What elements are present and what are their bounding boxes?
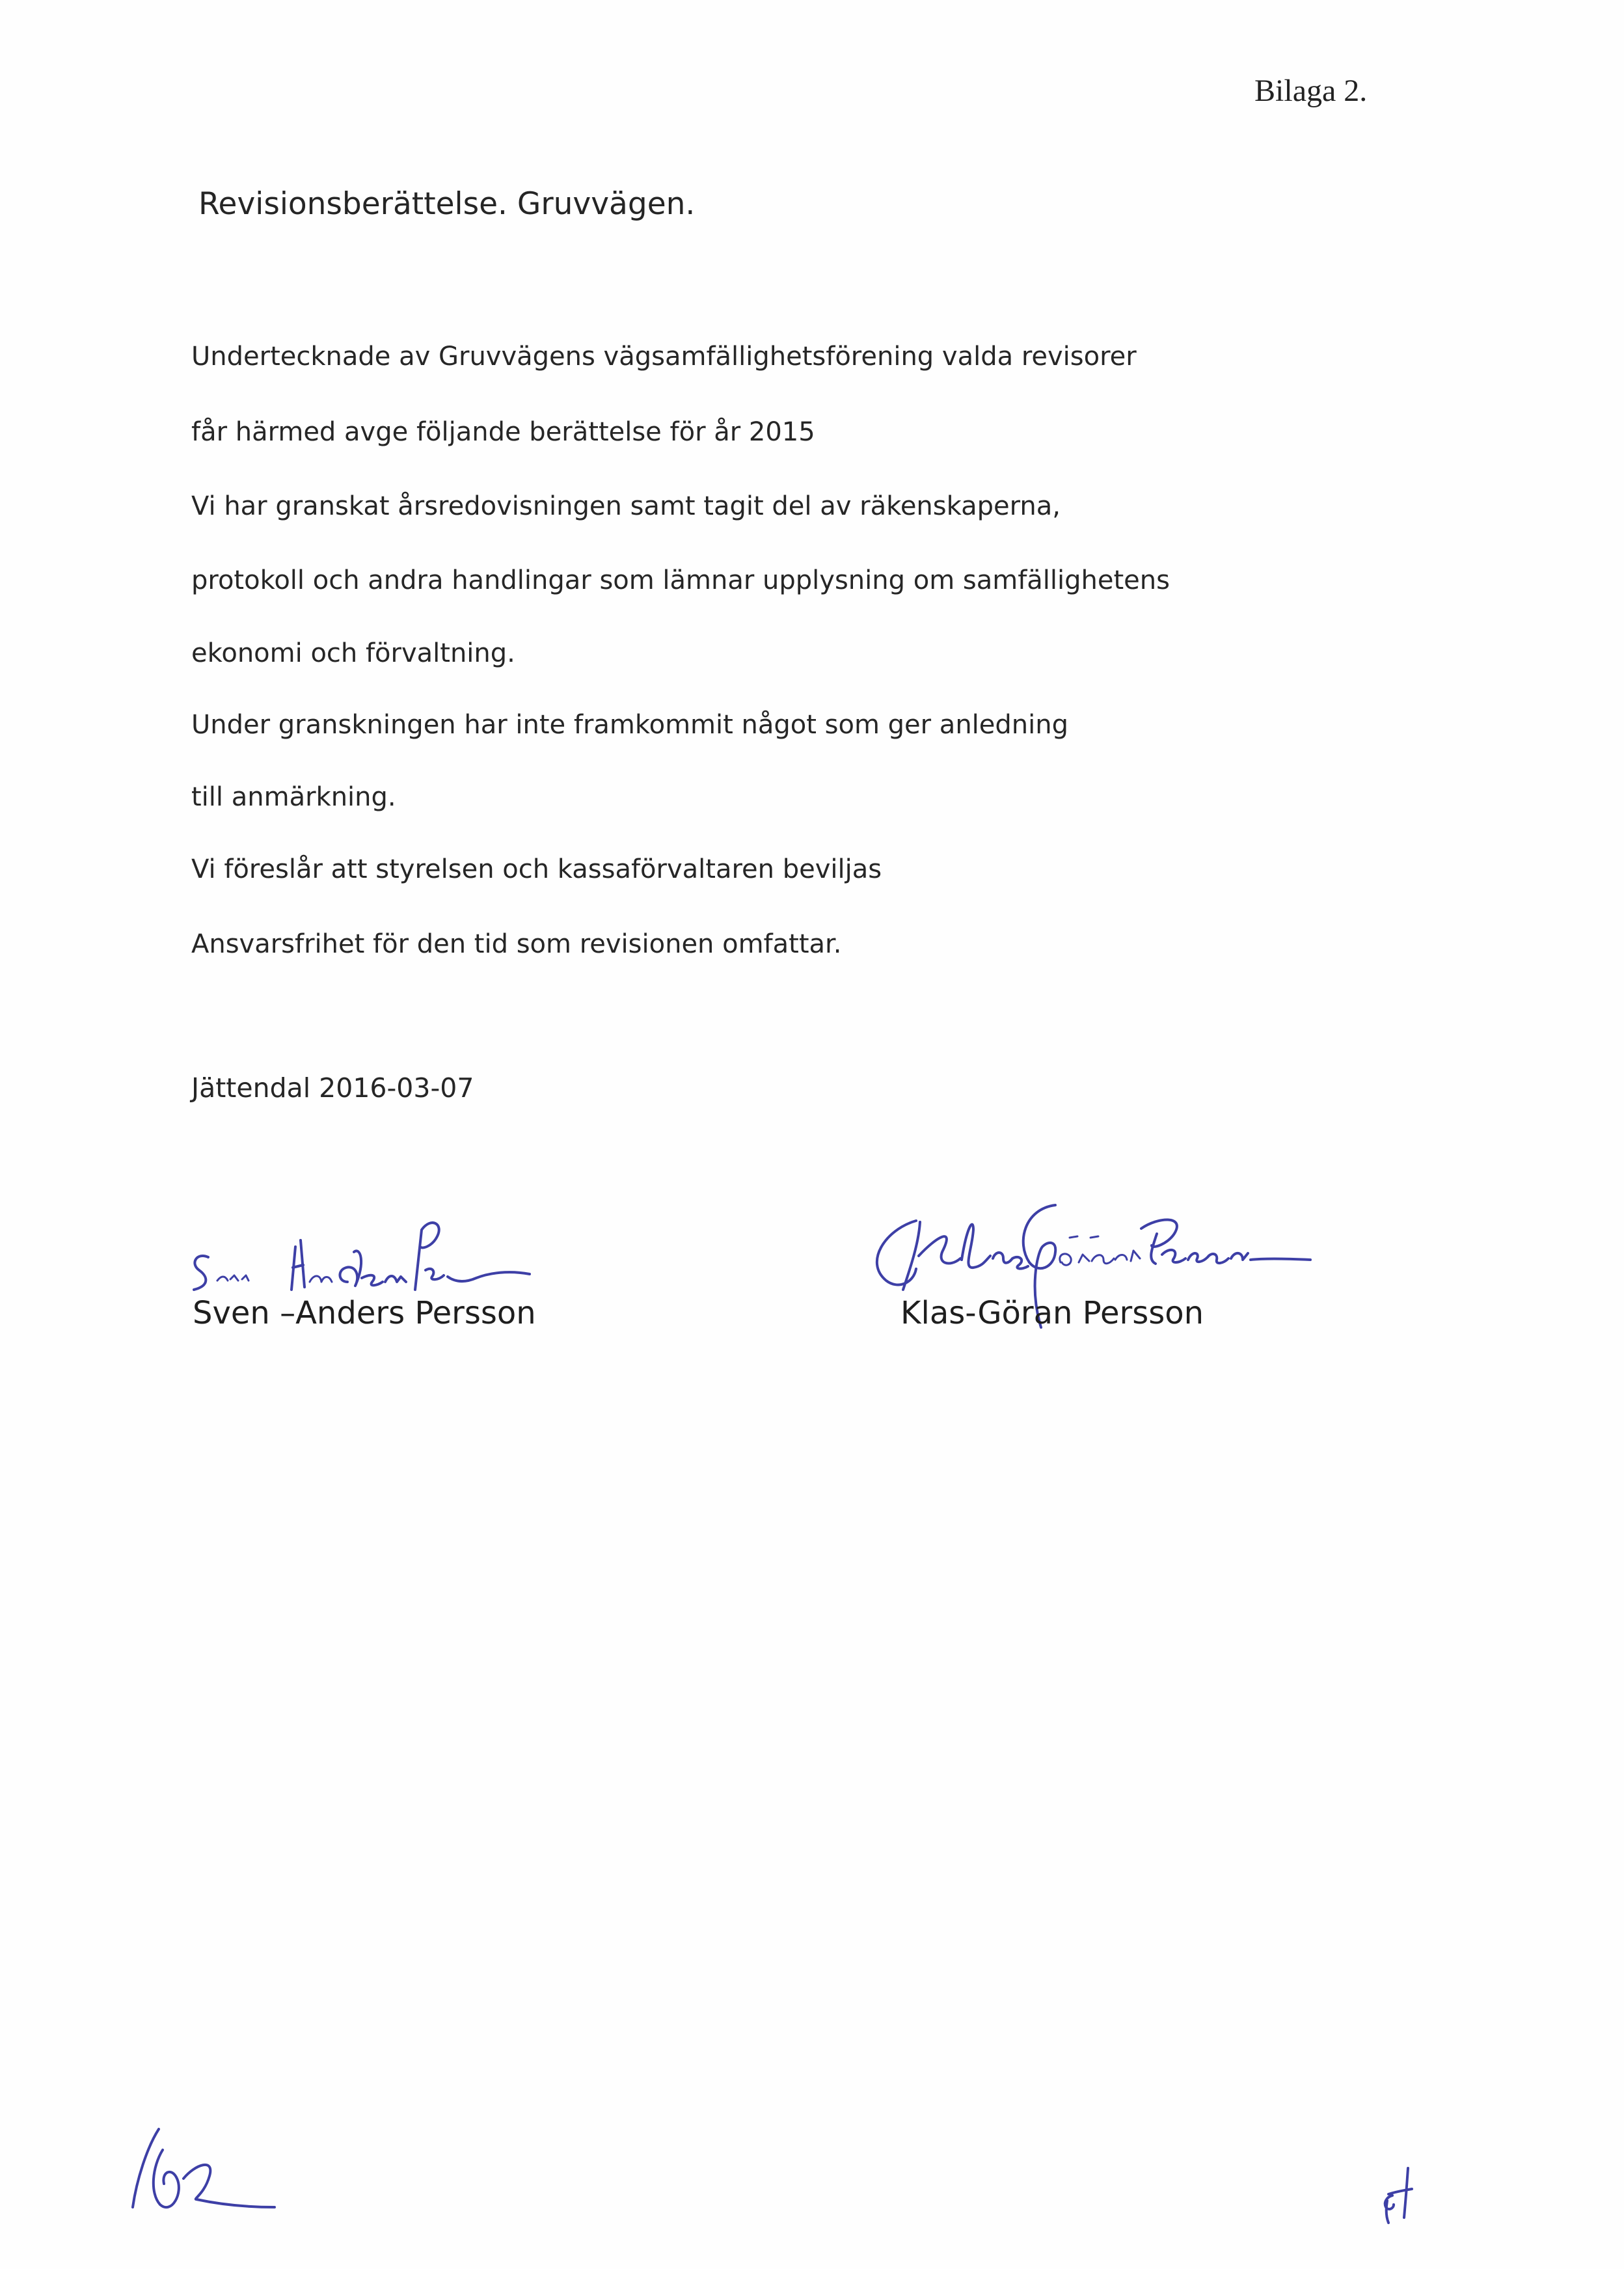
place-and-date: Jättendal 2016-03-07	[191, 1072, 474, 1104]
body-line: ekonomi och förvaltning.	[191, 638, 515, 668]
annex-label: Bilaga 2.	[1254, 74, 1368, 108]
signature-sven-anders	[170, 1184, 626, 1295]
body-line: Ansvarsfrihet för den tid som revisionen omfattar.	[191, 929, 842, 959]
initials-mark-right	[1374, 2162, 1433, 2227]
signatory-name: Klas-Göran Persson	[900, 1295, 1204, 1331]
body-line: Vi föreslår att styrelsen och kassaförvaltaren beviljas	[191, 854, 882, 884]
signatory-name: Sven –Anders Persson	[193, 1295, 536, 1331]
body-line: får härmed avge följande berättelse för år 2015	[191, 417, 815, 447]
body-line: Undertecknade av Gruvvägens vägsamfällighetsförening valda revisorer	[191, 342, 1137, 372]
initials-mark-left	[124, 2121, 293, 2219]
document-title: Revisionsberättelse. Gruvvägen.	[198, 186, 696, 222]
body-line: till anmärkning.	[191, 782, 396, 812]
body-line: Under granskningen har inte framkommit något som ger anledning	[191, 710, 1068, 740]
body-line: Vi har granskat årsredovisningen samt tagit del av räkenskaperna,	[191, 491, 1061, 521]
body-line: protokoll och andra handlingar som lämnar upplysning om samfällighetens	[191, 565, 1170, 595]
